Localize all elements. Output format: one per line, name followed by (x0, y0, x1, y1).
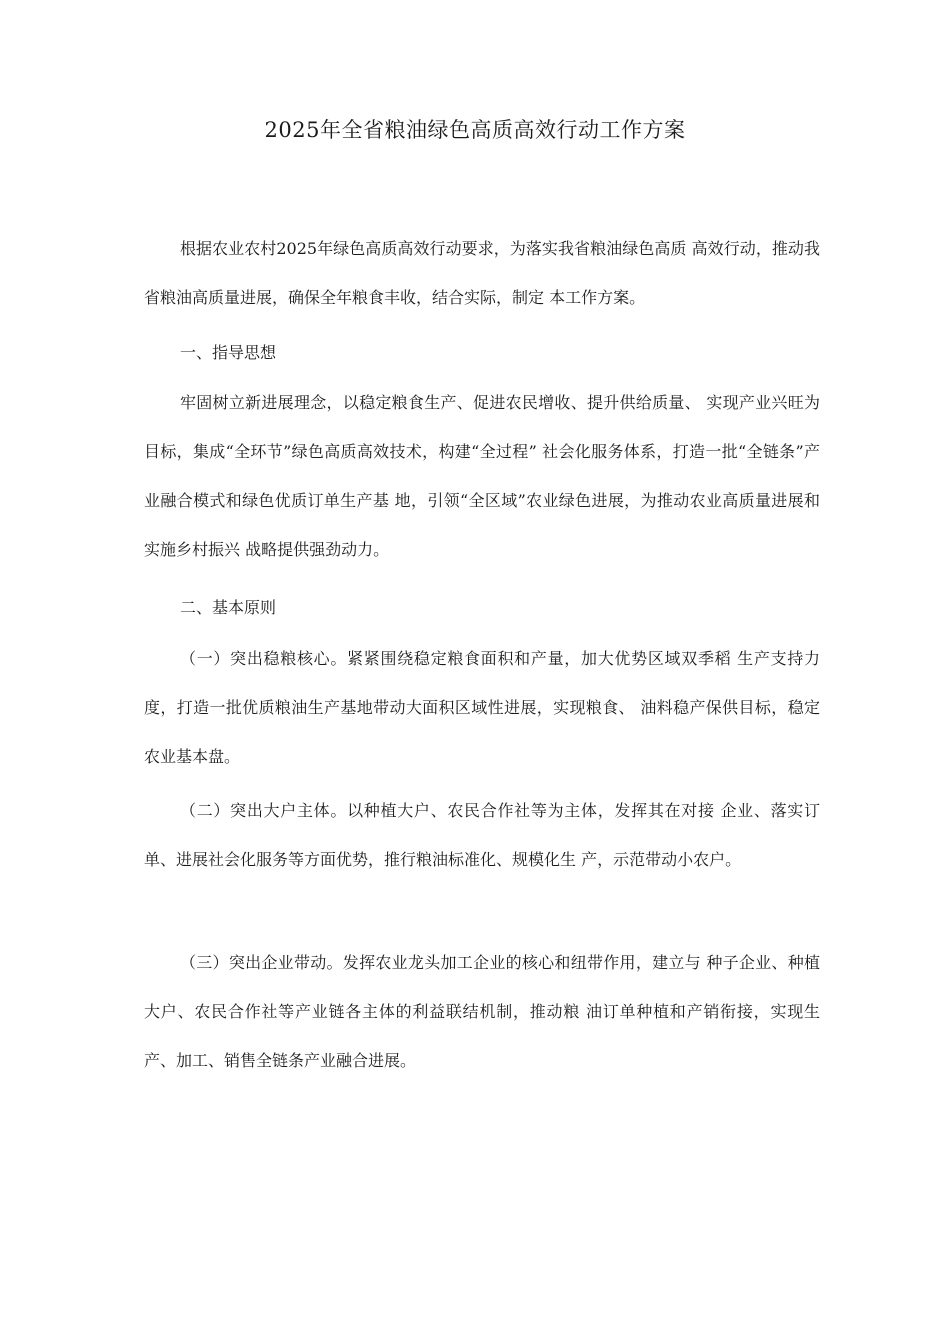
principle-paragraph-2: （二）突出大户主体。以种植大户、农民合作社等为主体，发挥其在对接 企业、落实订单、进展社会化服务等方面优势，推行粮油标准化、规模化生 产，示范带动小农户。 (144, 801, 820, 869)
section-heading-basic-principles: 二、基本原则 (180, 598, 277, 617)
principle-paragraph-3: （三）突出企业带动。发挥农业龙头加工企业的核心和纽带作用，建立与 种子企业、种植大户、农民合作社等产业链各主体的利益联结机制，推动粮 油订单种植和产销衔接，实现生产、加工、销售全链条产业融合进展。 (144, 953, 820, 1070)
intro-paragraph: 根据农业农村2025年绿色高质高效行动要求，为落实我省粮油绿色高质 高效行动，推动我省粮油高质量进展，确保全年粮食丰收，结合实际，制定 本工作方案。 (144, 239, 820, 307)
document-title: 2025年全省粮油绿色高质高效行动工作方案 (264, 118, 686, 142)
principle-paragraph-1: （一）突出稳粮核心。紧紧围绕稳定粮食面积和产量，加大优势区域双季稻 生产支持力度，打造一批优质粮油生产基地带动大面积区域性进展，实现粮食、 油料稳产保供目标，稳定农业基本盘。 (144, 649, 820, 766)
guiding-ideology-paragraph: 牢固树立新进展理念，以稳定粮食生产、促进农民增收、提升供给质量、 实现产业兴旺为目标，集成“全环节”绿色高质高效技术，构建“全过程” 社会化服务体系，打造一批“全链条”产业融合模式和绿色优质订单生产基 地，引领“全区域”农业绿色进展，为推动农业高质量进展和实施乡村振兴 战略提供强劲动力。 (144, 393, 820, 559)
section-heading-guiding-ideology: 一、指导思想 (180, 343, 277, 362)
